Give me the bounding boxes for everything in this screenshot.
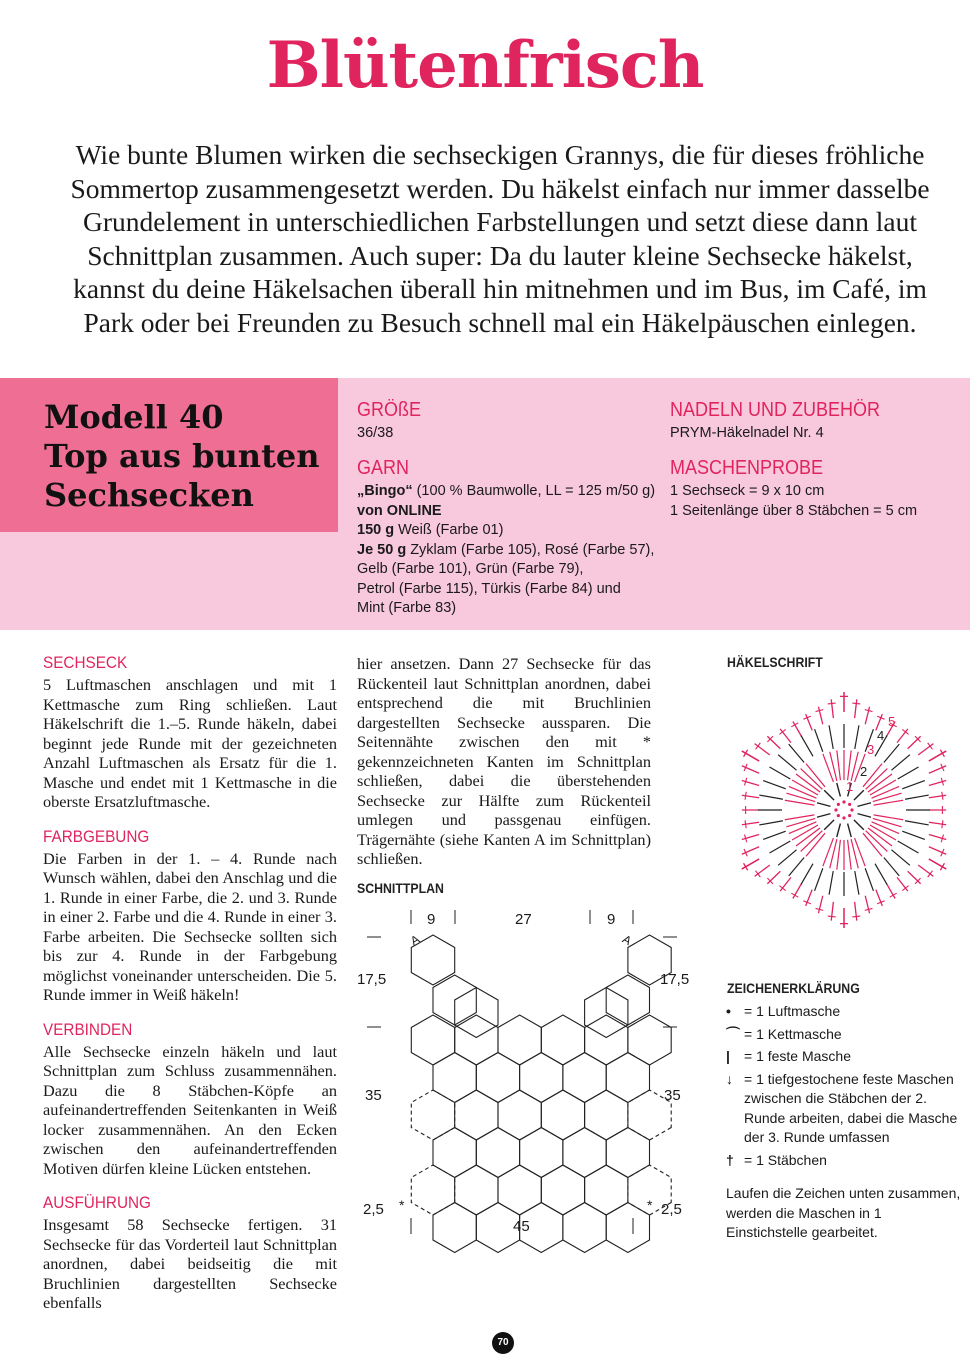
stitch-mark: [791, 893, 798, 897]
stitch-mark: [902, 781, 925, 789]
stitch-mark: [824, 790, 834, 800]
crochet-symbols: [742, 692, 946, 928]
stitch-mark: [756, 871, 761, 877]
chain-stitch-icon: •: [726, 1003, 731, 1019]
stitch-mark: [874, 800, 904, 805]
legend-heading: ZEICHENERKLÄRUNG: [727, 980, 860, 996]
yarn-amount: 150 g: [357, 522, 395, 538]
hexagon-motif: [411, 1015, 454, 1065]
stitch-mark: [759, 821, 783, 825]
stitch-mark: [898, 841, 919, 853]
stitch-mark: [918, 744, 933, 755]
stitch-mark: [742, 795, 759, 798]
stitch-mark: [744, 750, 748, 757]
stitch-mark: [891, 755, 909, 770]
hexagon-motif: [585, 1015, 628, 1065]
yarn-detail: (100 % Baumwolle, LL = 125 m/50 g): [412, 483, 656, 499]
stitch-mark: [780, 877, 791, 891]
stitch-mark: [858, 803, 872, 807]
stitch-mark: [908, 736, 921, 749]
crochet-chart: [722, 676, 970, 946]
hexagon-motif: [498, 1090, 541, 1140]
stitch-mark: [890, 893, 897, 897]
yarn-amount-detail: Weiß (Farbe 01): [394, 522, 504, 538]
intro-line: Wie bunte Blumen wirken die sechseckigen Grannys, die für dieses fröhliche: [75, 139, 925, 170]
stitch-mark: [791, 723, 798, 727]
spec-value: 1 Sechseck = 9 x 10 cm: [670, 483, 825, 499]
stitch-mark: [855, 902, 857, 921]
model-box: [0, 378, 338, 532]
dimension-lines: [367, 910, 677, 1234]
section-heading: SECHSECK: [43, 653, 128, 672]
stitch-mark: [908, 871, 921, 884]
legend-item: † = 1 Stäbchen: [726, 1151, 966, 1171]
round-label: 5: [888, 714, 896, 729]
legend: [726, 1002, 966, 1173]
stitch-mark: [884, 744, 899, 762]
stitch-mark: [873, 793, 902, 801]
stitch-mark: [785, 815, 815, 820]
legend-item: ⌒ = 1 Kettmasche: [726, 1025, 966, 1045]
yarn-amount-detail: Zyklam (Farbe 105), Rosé (Farbe 57),: [406, 541, 655, 558]
hex-grid: [411, 935, 671, 1253]
stitch-mark: [770, 767, 791, 779]
hexagon-motif: [606, 1203, 649, 1253]
legend-note: Laufen die Zeichen unten zusammen, werden die Maschen in 1 Einstichstelle gearbeitet.: [726, 1185, 961, 1240]
dim-left-mid: 35: [365, 1087, 382, 1104]
stitch-mark: [801, 736, 813, 757]
spec-garn: [357, 456, 667, 619]
hexagon-motif: [411, 1090, 454, 1140]
hexagon-motif: [433, 1128, 476, 1178]
legend-item: | = 1 feste Masche: [726, 1047, 966, 1067]
stitch-mark: [905, 821, 929, 825]
section-text: Die Farben in der 1. – 4. Runde nach Wunsch wählen, dabei den Anschlag und die 1. Runde in einer Farbe, die 2. und 3. Runde in einer 2. Farbe und die 4. Runde in einer 3. Farbe arbeiten. Die Sechsecke sollten sich bis zur 4. Runde in der Farbgebung möglichst voneinander unterscheiden. Die 5. Runde immer in Weiß häkeln!: [43, 848, 337, 1004]
spec-heading: NADELN UND ZUBEHÖR: [670, 399, 881, 421]
spec-value: PRYM-Häkelnadel Nr. 4: [670, 425, 824, 441]
section-heading: AUSFÜHRUNG: [43, 1193, 151, 1212]
hexagon-motif: [411, 1165, 454, 1215]
intro-line: Park oder bei Freunden zu Besuch schnell mal ein Häkelpäuschen einlegen.: [83, 306, 917, 338]
model-number: Modell 40: [44, 398, 224, 436]
round-label: 2: [860, 764, 868, 779]
hexagon-motif: [433, 1203, 476, 1253]
stitch-mark: [801, 864, 813, 885]
intro-text: [30, 138, 970, 339]
stitch-mark: [779, 886, 785, 891]
stitch-mark: [837, 840, 841, 870]
section-heading: FARBGEBUNG: [43, 826, 150, 846]
stitch-mark: [918, 865, 933, 876]
stitch-mark: [848, 750, 852, 780]
stitch-mark: [848, 824, 852, 838]
yarn-colors: Petrol (Farbe 115), Türkis (Farbe 84) und: [357, 580, 621, 597]
single-crochet-icon: |: [726, 1048, 730, 1064]
stitch-mark: [759, 795, 783, 799]
stitch-mark: [852, 916, 860, 917]
haekelschrift-heading: HÄKELSCHRIFT: [727, 654, 823, 670]
spec-heading: GARN: [357, 457, 410, 479]
column-middle: [357, 654, 651, 883]
column-left: [43, 652, 337, 1327]
hexagon-motif: [455, 1165, 498, 1215]
seam-marker-left: *: [399, 1197, 405, 1213]
stitch-mark: [855, 699, 857, 718]
stitch-mark: [824, 820, 834, 830]
stitch-mark: [873, 818, 902, 826]
stitch-mark: [855, 871, 859, 895]
stitch-mark: [855, 725, 859, 749]
stitch-mark: [763, 781, 786, 789]
spec-nadeln: [670, 398, 960, 444]
stitch-mark: [789, 857, 804, 875]
chain-dot: [850, 808, 853, 811]
stitch-mark: [929, 822, 946, 825]
stitch-mark: [858, 814, 872, 818]
spike-stitch-icon: ↓: [726, 1070, 733, 1087]
hexagon-motif: [585, 1090, 628, 1140]
section-text: hier ansetzen. Dann 27 Sechsecke für das Rückenteil laut Schnittplan anordnen, dabei entsprechend die mit Bruchlinien dargestellten Sechsecke aussparen. Die Seitennähte zwischen den mit * gekennzeichneten Kanten im Schnittplan schließen, dabei die überstehenden Sechsecke zur Hälfte zum Rückenteil umlegen und passgenau einfügen. Trägernähte (siehe Kanten A im Schnittplan) schließen.: [357, 654, 651, 868]
dim-right-mid: 35: [664, 1087, 681, 1104]
stitch-mark: [848, 840, 852, 870]
hexagon-motif: [498, 1015, 541, 1065]
edge-label-a-left: A: [408, 931, 422, 949]
stitch-mark: [902, 729, 908, 734]
hexagon-motif: [563, 1053, 606, 1103]
stitch-mark: [756, 743, 761, 749]
hexagon-motif: [628, 1015, 671, 1065]
dim-left-upper: 17,5: [357, 971, 387, 988]
stitch-mark: [902, 886, 908, 891]
hexagon-motif: [476, 1053, 519, 1103]
hexagon-motif: [541, 1165, 584, 1215]
yarn-colors: Mint (Farbe 83): [357, 600, 457, 616]
yarn-amount: Je 50 g: [357, 541, 407, 558]
dim-top-right: 9: [607, 911, 616, 928]
stitch-mark: [815, 868, 823, 891]
stitch-mark: [940, 863, 944, 870]
stitch-mark: [902, 831, 925, 839]
stitch-mark: [837, 824, 841, 838]
hexagon-motif: [520, 1053, 563, 1103]
round-label: 3: [867, 742, 875, 757]
stitch-mark: [778, 850, 796, 865]
section-text: 5 Luftmaschen anschlagen und mit 1 Kettmasche zum Ring schließen. Laut Häkelschrift die 1.–5. Runde häkeln, dabei beginnt jede Runde mit der gezeichneten Anzahl Luftmaschen als Ersatz für die 1. Masche und endet mit 1 Kettmasche in die oberste Ersatzluftmasche.: [43, 675, 337, 811]
section-text: Alle Sechsecke einzeln häkeln und laut Schnittplan zum Schluss zusammennähen. Dazu die 8 Stäbchen-Köpfe an aufeinandertreffenden Seitenkanten in Weiß locker zusammennähen. An den Ecken zwischen den aufeinandertreffenden Motiven dürfen kleine Lücken entstehen.: [43, 1041, 337, 1178]
chain-dot: [837, 803, 840, 806]
stitch-mark: [817, 814, 831, 818]
hexagon-motif: [476, 1128, 519, 1178]
dim-top-left: 9: [427, 911, 436, 928]
dim-top-mid: 27: [515, 911, 532, 928]
chain-dot: [837, 814, 840, 817]
legend-item: ↓ = 1 tiefgestochene feste Maschen zwischen die Stäbchen der 2. Runde arbeiten, dabei die Masche der 3. Runde umfassen: [726, 1070, 958, 1145]
stitch-mark: [837, 783, 841, 797]
stitch-mark: [763, 831, 786, 839]
hexagon-motif: [563, 1128, 606, 1178]
intro-line: Sommertop zusammengesetzt werden. Du häkelst einfach nur immer dasselbe: [70, 172, 930, 204]
dim-right-low: 2,5: [661, 1201, 682, 1218]
stitch-mark: [874, 815, 904, 820]
stitch-mark: [852, 703, 860, 704]
hexagon-motif: [433, 1053, 476, 1103]
chain-dot: [842, 800, 845, 803]
schnittplan-diagram: [355, 900, 695, 1245]
hexagon-motif: [520, 1128, 563, 1178]
legend-item: • = 1 Luftmasche: [726, 1002, 966, 1022]
stitch-mark: [780, 729, 791, 743]
round-label: 4: [877, 728, 885, 743]
stitch-mark: [837, 750, 841, 780]
yarn-source: von ONLINE: [357, 502, 442, 519]
stitch-mark: [785, 800, 815, 805]
stitch-mark: [942, 792, 943, 800]
stitch-mark: [828, 916, 836, 917]
round-label: 1: [846, 779, 854, 794]
stitch-mark: [742, 822, 759, 825]
stitch-mark: [928, 743, 933, 749]
stitch-mark: [865, 868, 873, 891]
model-name-line2: Sechsecken: [44, 476, 254, 514]
stitch-mark: [831, 902, 833, 921]
stitch-mark: [940, 750, 944, 757]
intro-line: Grundelement in unterschiedlichen Farbstellungen und setzt diese dann laut: [83, 206, 917, 237]
stitch-mark: [891, 850, 909, 865]
schnittplan-heading: SCHNITTPLAN: [357, 880, 444, 896]
spec-value: 36/38: [357, 425, 394, 441]
slip-stitch-icon: ⌒: [726, 1025, 740, 1042]
seam-marker-right: *: [647, 1197, 653, 1213]
edge-label-a-right: A: [620, 931, 634, 949]
hexagon-motif: [541, 1015, 584, 1065]
chain-dot: [848, 803, 851, 806]
stitch-mark: [898, 767, 919, 779]
stitch-mark: [786, 793, 815, 801]
stitch-mark: [854, 820, 864, 830]
stitch-mark: [829, 871, 833, 895]
section-heading: VERBINDEN: [43, 1019, 133, 1039]
stitch-mark: [789, 744, 804, 762]
dim-bottom: 45: [513, 1218, 530, 1235]
stitch-mark: [897, 877, 908, 891]
chain-dot: [842, 816, 845, 819]
stitch-mark: [779, 729, 785, 734]
chain-dot: [834, 808, 837, 811]
hexagon-motif: [585, 1165, 628, 1215]
stitch-mark: [928, 871, 933, 877]
stitch-mark: [778, 755, 796, 770]
hexagon-motif: [455, 1015, 498, 1065]
stitch-mark: [897, 729, 908, 743]
dim-left-low: 2,5: [363, 1201, 384, 1218]
spec-maschenprobe: [670, 456, 960, 521]
chain-dot: [848, 814, 851, 817]
stitch-mark: [755, 744, 770, 755]
stitch-mark: [767, 736, 780, 749]
double-crochet-icon: †: [726, 1151, 734, 1168]
hexagon-motif: [563, 1203, 606, 1253]
stitch-mark: [905, 795, 929, 799]
spec-groesse: [357, 398, 657, 444]
stitch-mark: [744, 863, 748, 870]
page-title: Blütenfrisch: [266, 28, 704, 103]
spec-heading: MASCHENPROBE: [670, 457, 824, 479]
stitch-mark: [884, 857, 899, 875]
intro-line: kannst du deine Häkelsachen überall hin mitnehmen und im Bus, im Café, im: [73, 273, 927, 304]
stitch-mark: [817, 803, 831, 807]
stitch-mark: [854, 790, 864, 800]
intro-line: Schnittplan zusammen. Auch super: Da du lauter kleine Sechsecke häkelst,: [87, 239, 913, 271]
spec-heading: GRÖßE: [357, 399, 422, 421]
stitch-mark: [767, 871, 780, 884]
stitch-mark: [828, 703, 836, 704]
hexagon-motif: [498, 1165, 541, 1215]
stitch-mark: [770, 841, 791, 853]
dim-right-upper: 17,5: [660, 971, 690, 988]
yarn-colors: Gelb (Farbe 101), Grün (Farbe 79),: [357, 561, 584, 577]
stitch-mark: [755, 865, 770, 876]
stitch-mark: [929, 795, 946, 798]
hexagon-motif: [455, 1090, 498, 1140]
stitch-mark: [786, 818, 815, 826]
page-number: 70: [492, 1332, 514, 1354]
hexagon-motif: [606, 1128, 649, 1178]
stitch-mark: [745, 792, 746, 800]
stitch-mark: [875, 864, 887, 885]
model-name-line1: Top aus bunten: [44, 437, 320, 475]
yarn-brand: „Bingo“: [357, 483, 413, 499]
section-text: Insgesamt 58 Sechsecke fertigen. 31 Sechsecke für das Vorderteil laut Schnittplan anordnen, dabei beidseitig die mit Bruchlinien dargestellten Sechsecke ebenfalls: [43, 1215, 337, 1312]
hexagon-motif: [606, 1053, 649, 1103]
hexagon-motif: [541, 1090, 584, 1140]
stitch-mark: [831, 699, 833, 718]
stitch-mark: [829, 725, 833, 749]
stitch-mark: [815, 729, 823, 752]
stitch-mark: [942, 820, 943, 828]
stitch-mark: [745, 820, 746, 828]
spec-value: 1 Seitenlänge über 8 Stäbchen = 5 cm: [670, 502, 918, 519]
